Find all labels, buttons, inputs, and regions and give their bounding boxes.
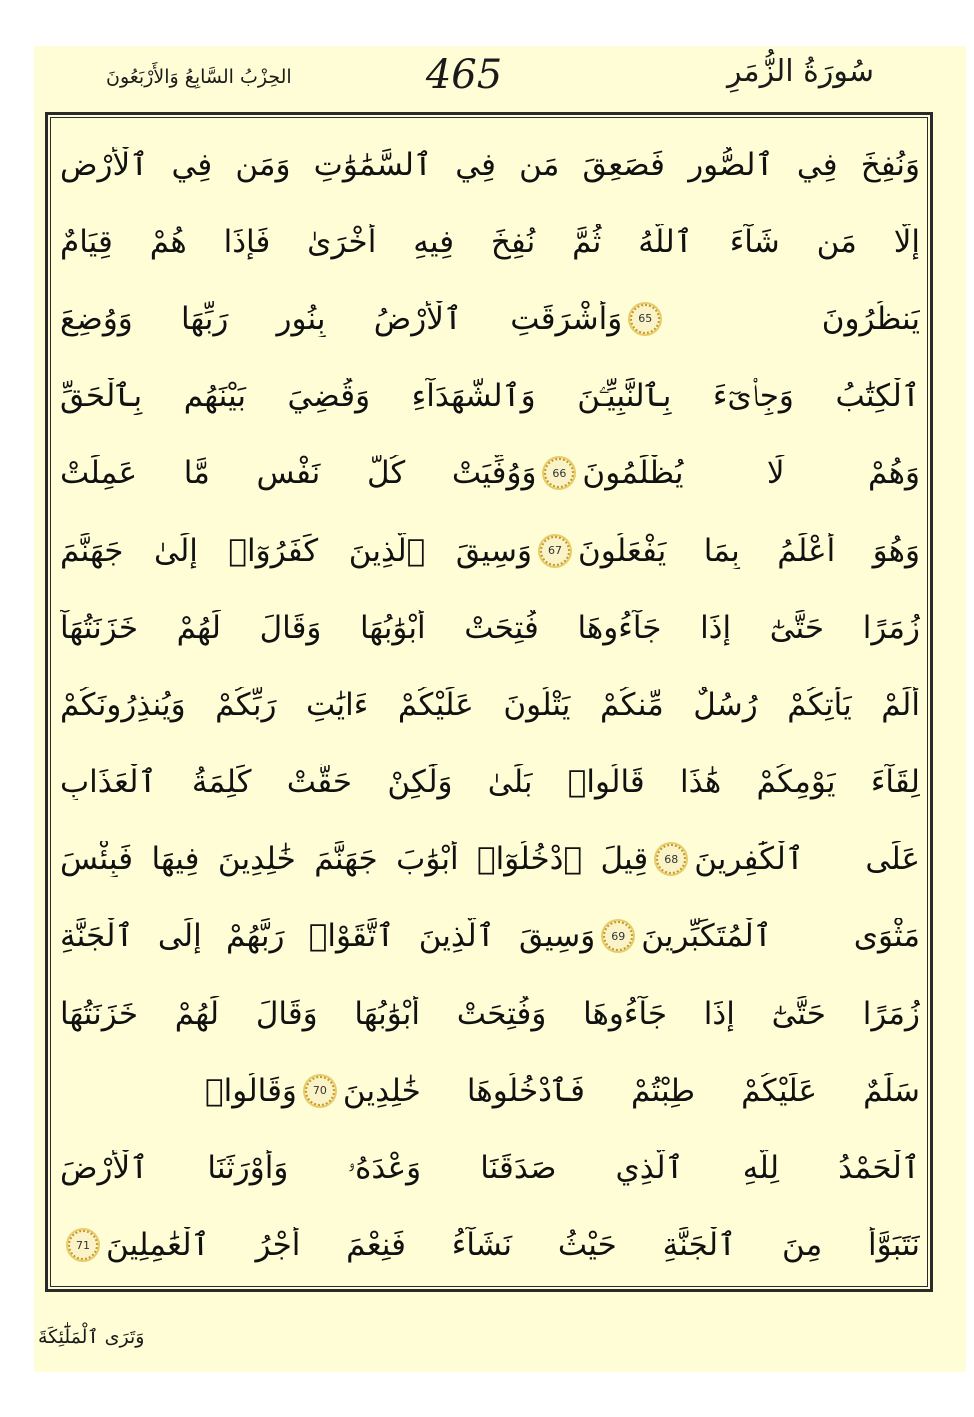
text-line (60, 126, 920, 203)
text-line (60, 1052, 920, 1129)
verse-text: وَهُمْ لَا يُظْلَمُونَ (582, 455, 920, 492)
verse-text: وَنُفِخَ فِي ٱلصُّورِ فَصَعِقَ مَن فِي ٱلسَّمَٰوَٰتِ وَمَن فِي ٱلْأَرْضِ (60, 146, 920, 183)
verse-text: عَلَى ٱلْكَٰفِرِينَ (694, 841, 920, 878)
verse-text: وَوُفِّيَتْ كُلُّ نَفْسٍ مَّا عَمِلَتْ (59, 455, 537, 492)
quran-text-block (60, 126, 920, 1286)
verse-text: نَتَبَوَّأُ مِنَ ٱلْجَنَّةِ حَيْثُ نَشَآءُ فَنِعْمَ أَجْرُ ٱلْعَٰمِلِينَ (106, 1227, 920, 1264)
page-header (34, 46, 966, 114)
verse-text: زُمَرًا حَتَّىٰٓ إِذَا جَآءُوهَا وَفُتِحَتْ أَبْوَٰبُهَا وَقَالَ لَهُمْ خَزَنَتُهَا (60, 995, 920, 1032)
ayah-number-marker: 66 (544, 458, 574, 488)
text-line (60, 280, 920, 357)
verse-text: سَلَٰمٌ عَلَيْكُمْ طِبْتُمْ فَٱدْخُلُوهَا خَٰلِدِينَ (342, 1072, 920, 1109)
text-line (60, 512, 920, 589)
verse-text: يَنظُرُونَ (821, 300, 920, 337)
verse-text: وَأَشْرَقَتِ ٱلْأَرْضُ بِنُورِ رَبِّهَا وَوُضِعَ (60, 300, 623, 337)
ayah-number-marker: 65 (630, 304, 660, 334)
hizb-name: الحِزْبُ السَّابِعُ وَالأَرْبَعُونَ (106, 66, 292, 88)
surah-name: سُورَةُ الزُّمَرِ (726, 54, 874, 89)
text-line (60, 203, 920, 280)
ayah-number-marker: 67 (540, 536, 570, 566)
verse-text: وَسِيقَ ٱلَّذِينَ كَفَرُوٓا۟ إِلَىٰ جَهَنَّمَ (59, 532, 532, 569)
ayah-number-marker: 68 (656, 844, 686, 874)
text-line (60, 666, 920, 743)
verse-text: إِلَّا مَن شَآءَ ٱللَّهُ ثُمَّ نُفِخَ فِيهِ أُخْرَىٰ فَإِذَا هُمْ قِيَامٌ (60, 223, 920, 260)
catchword: وَتَرَى ٱلْمَلَٰٓئِكَةَ (38, 1326, 145, 1348)
text-line (60, 589, 920, 666)
verse-text: لِقَآءَ يَوْمِكُمْ هَٰذَا قَالُوا۟ بَلَىٰ وَلَٰكِنْ حَقَّتْ كَلِمَةُ ٱلْعَذَابِ (60, 764, 920, 801)
text-line (60, 435, 920, 512)
ayah-number-marker: 71 (68, 1230, 98, 1260)
page-number: 465 (425, 52, 503, 98)
text-line (60, 744, 920, 821)
verse-text: أَلَمْ يَأْتِكُمْ رُسُلٌ مِّنكُمْ يَتْلُونَ عَلَيْكُمْ ءَايَٰتِ رَبِّكُمْ وَيُنذِرُونَكُمْ (60, 686, 920, 723)
verse-text: ٱلْكِتَٰبُ وَجِا۟ىٓءَ بِٱلنَّبِيِّـۧنَ وَٱلشُّهَدَآءِ وَقُضِيَ بَيْنَهُم بِٱلْحَقِّ (60, 377, 920, 414)
verse-text: ٱلْحَمْدُ لِلَّهِ ٱلَّذِي صَدَقَنَا وَعْدَهُۥ وَأَوْرَثَنَا ٱلْأَرْضَ (60, 1149, 920, 1186)
verse-text: وَسِيقَ ٱلَّذِينَ ٱتَّقَوْا۟ رَبَّهُمْ إِلَى ٱلْجَنَّةِ (59, 918, 596, 955)
verse-text: مَثْوَى ٱلْمُتَكَبِّرِينَ (641, 918, 920, 955)
text-line (60, 1129, 920, 1206)
mushaf-page (34, 46, 966, 1372)
verse-text: قِيلَ ٱدْخُلُوٓا۟ أَبْوَٰبَ جَهَنَّمَ خَٰلِدِينَ فِيهَا فَبِئْسَ (60, 841, 649, 878)
verse-text: زُمَرًا حَتَّىٰٓ إِذَا جَآءُوهَا فُتِحَتْ أَبْوَٰبُهَا وَقَالَ لَهُمْ خَزَنَتُهَآ (60, 609, 920, 646)
text-line (60, 821, 920, 898)
ayah-number-marker: 70 (305, 1076, 335, 1106)
text-line (60, 358, 920, 435)
text-line (60, 898, 920, 975)
verse-text: وَهُوَ أَعْلَمُ بِمَا يَفْعَلُونَ (577, 532, 920, 569)
verse-text: وَقَالُوا۟ (204, 1072, 297, 1109)
text-line (60, 1207, 920, 1284)
ayah-number-marker: 69 (603, 921, 633, 951)
text-line (60, 975, 920, 1052)
